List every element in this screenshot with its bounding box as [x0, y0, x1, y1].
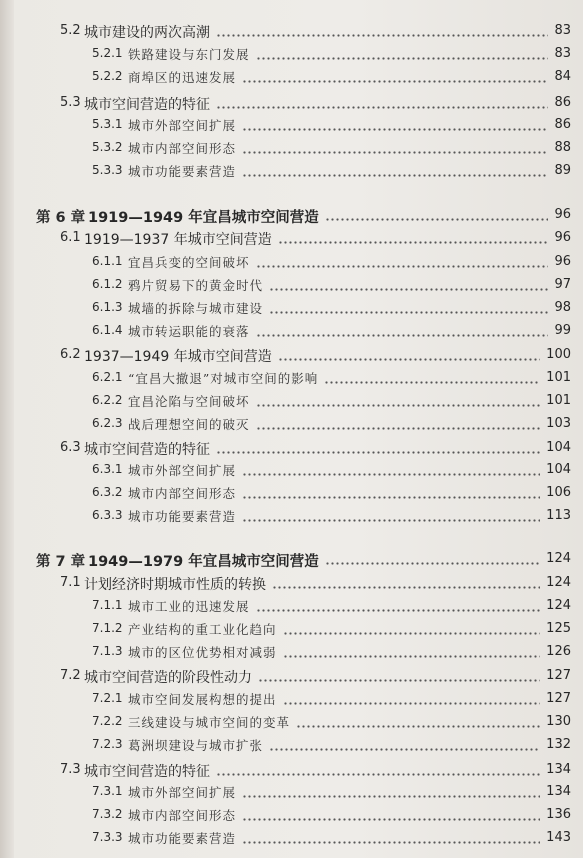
toc-entry [0, 346, 583, 366]
toc-entry [0, 229, 583, 249]
dot-leader [256, 265, 549, 268]
entry-page-number: 124 [546, 551, 571, 566]
entry-page-number: 134 [546, 762, 571, 777]
toc-entry [0, 829, 583, 849]
toc-entry [0, 806, 583, 826]
entry-title: 城市外部空间扩展 [128, 463, 237, 478]
entry-page-number: 86 [554, 95, 571, 110]
entry-number: 7.2.3 [92, 737, 123, 751]
entry-number: 5.2.2 [92, 69, 123, 83]
entry-title: 城市外部空间扩展 [128, 118, 237, 133]
entry-title: 鸦片贸易下的黄金时代 [128, 278, 264, 293]
entry-title: 城市工业的迅速发展 [128, 599, 250, 614]
entry-page-number: 97 [554, 277, 571, 292]
toc-entry [0, 206, 583, 226]
entry-title: 城市空间营造的特征 [84, 442, 210, 458]
entry-title: 城市转运职能的衰落 [128, 324, 250, 339]
dot-leader [242, 519, 540, 522]
toc-entry [0, 68, 583, 88]
dot-leader [242, 151, 548, 154]
entry-title: 城墙的拆除与城市建设 [128, 301, 264, 316]
entry-title: 战后理想空间的破灭 [128, 417, 250, 432]
dot-leader [256, 609, 541, 612]
toc-entry [0, 667, 583, 687]
entry-number: 5.3 [60, 95, 81, 110]
entry-page-number: 96 [554, 254, 571, 269]
entry-title: 城市功能要素营造 [128, 831, 237, 846]
toc-entry [0, 597, 583, 617]
dot-leader [216, 773, 540, 776]
dot-leader [325, 218, 549, 221]
entry-page-number: 132 [546, 737, 571, 752]
entry-number: 6.1.3 [92, 300, 123, 314]
toc-entry [0, 507, 583, 527]
dot-leader [242, 174, 548, 177]
toc-entry [0, 550, 583, 570]
entry-page-number: 99 [554, 323, 571, 338]
toc-entry [0, 322, 583, 342]
entry-page-number: 104 [546, 440, 571, 455]
dot-leader [269, 748, 540, 751]
entry-title: 城市外部空间扩展 [128, 785, 237, 800]
toc-entry [0, 761, 583, 781]
dot-leader [242, 496, 540, 499]
toc-entry [0, 369, 583, 389]
dot-leader [256, 427, 541, 430]
entry-title: 城市功能要素营造 [128, 509, 237, 524]
entry-page-number: 106 [546, 485, 571, 500]
entry-title: 城市功能要素营造 [128, 164, 237, 179]
entry-number: 6.1.4 [92, 323, 123, 337]
entry-page-number: 126 [546, 644, 571, 659]
entry-title: 宜昌兵变的空间破坏 [128, 255, 250, 270]
toc-entry [0, 690, 583, 710]
dot-leader [272, 586, 540, 589]
entry-page-number: 103 [546, 416, 571, 431]
dot-leader [242, 795, 540, 798]
entry-page-number: 124 [546, 575, 571, 590]
entry-page-number: 98 [554, 300, 571, 315]
toc-entry [0, 162, 583, 182]
entry-page-number: 127 [546, 691, 571, 706]
entry-title: 城市空间发展构想的提出 [128, 692, 277, 707]
dot-leader [242, 818, 540, 821]
dot-leader [278, 358, 540, 361]
entry-page-number: 113 [546, 508, 571, 523]
entry-title: 城市空间营造的特征 [84, 97, 210, 113]
dot-leader [324, 381, 540, 384]
entry-page-number: 101 [546, 393, 571, 408]
dot-leader [242, 128, 548, 131]
entry-number: 7.1.2 [92, 621, 123, 635]
entry-number: 6.2.2 [92, 393, 123, 407]
entry-number: 7.2.2 [92, 714, 123, 728]
entry-number: 5.3.1 [92, 117, 123, 131]
toc-entry [0, 94, 583, 114]
dot-leader [216, 34, 548, 37]
dot-leader [242, 841, 540, 844]
entry-number: 7.2 [60, 668, 81, 683]
entry-number: 5.3.3 [92, 163, 123, 177]
entry-page-number: 96 [554, 230, 571, 245]
toc-entry [0, 439, 583, 459]
entry-title: 产业结构的重工业化趋向 [128, 622, 277, 637]
entry-title: 葛洲坝建设与城市扩张 [128, 738, 264, 753]
dot-leader [256, 57, 549, 60]
entry-number: 7.1 [60, 575, 81, 590]
toc-entry [0, 392, 583, 412]
entry-page-number: 88 [554, 140, 571, 155]
toc-entry [0, 713, 583, 733]
entry-number: 6.1.1 [92, 254, 123, 268]
dot-leader [256, 334, 549, 337]
toc-entry [0, 139, 583, 159]
entry-number: 5.3.2 [92, 140, 123, 154]
toc-entry [0, 45, 583, 65]
entry-number: 5.2 [60, 23, 81, 38]
entry-title: 计划经济时期城市性质的转换 [84, 577, 266, 593]
dot-leader [269, 288, 548, 291]
entry-title: 城市空间营造的阶段性动力 [84, 670, 252, 686]
entry-page-number: 124 [546, 598, 571, 613]
entry-number: 7.3.1 [92, 784, 123, 798]
entry-number: 6.2 [60, 347, 81, 362]
entry-title: “宜昌大撤退”对城市空间的影响 [128, 371, 319, 386]
toc-entry [0, 783, 583, 803]
dot-leader [242, 80, 548, 83]
entry-title: 城市内部空间形态 [128, 486, 237, 501]
dot-leader [283, 632, 541, 635]
entry-page-number: 104 [546, 462, 571, 477]
entry-title: 铁路建设与东门发展 [128, 47, 250, 62]
entry-page-number: 101 [546, 370, 571, 385]
dot-leader [216, 106, 548, 109]
toc-entry [0, 643, 583, 663]
toc-entry [0, 253, 583, 273]
toc-entry [0, 116, 583, 136]
entry-title: 1919—1937 年城市空间营造 [84, 232, 272, 248]
entry-page-number: 84 [554, 69, 571, 84]
entry-page-number: 86 [554, 117, 571, 132]
dot-leader [296, 725, 540, 728]
toc-entry [0, 620, 583, 640]
dot-leader [325, 562, 540, 565]
entry-page-number: 125 [546, 621, 571, 636]
entry-number: 7.3 [60, 762, 81, 777]
entry-title: 三线建设与城市空间的变革 [128, 715, 291, 730]
toc-entry [0, 574, 583, 594]
entry-title: 1919—1949 年宜昌城市空间营造 [88, 210, 319, 226]
entry-title: 宜昌沦陷与空间破坏 [128, 394, 250, 409]
toc-entry [0, 276, 583, 296]
dot-leader [216, 451, 540, 454]
entry-title: 1949—1979 年宜昌城市空间营造 [88, 554, 319, 570]
entry-number: 6.1 [60, 230, 81, 245]
entry-number: 第 7 章 [36, 554, 86, 570]
dot-leader [283, 655, 541, 658]
dot-leader [256, 404, 541, 407]
entry-number: 7.3.3 [92, 830, 123, 844]
entry-number: 第 6 章 [36, 210, 86, 226]
entry-number: 7.1.3 [92, 644, 123, 658]
entry-number: 7.2.1 [92, 691, 123, 705]
entry-number: 7.1.1 [92, 598, 123, 612]
entry-page-number: 134 [546, 784, 571, 799]
entry-page-number: 130 [546, 714, 571, 729]
entry-page-number: 100 [546, 347, 571, 362]
entry-title: 1937—1949 年城市空间营造 [84, 349, 272, 365]
entry-number: 6.3.1 [92, 462, 123, 476]
entry-page-number: 83 [554, 23, 571, 38]
dot-leader [278, 241, 549, 244]
entry-page-number: 127 [546, 668, 571, 683]
dot-leader [283, 702, 541, 705]
dot-leader [258, 679, 540, 682]
entry-number: 6.2.1 [92, 370, 123, 384]
entry-number: 6.2.3 [92, 416, 123, 430]
entry-number: 6.3.3 [92, 508, 123, 522]
toc-entry [0, 415, 583, 435]
toc-entry [0, 299, 583, 319]
entry-page-number: 83 [554, 46, 571, 61]
entry-page-number: 96 [554, 207, 571, 222]
entry-title: 城市内部空间形态 [128, 141, 237, 156]
entry-page-number: 136 [546, 807, 571, 822]
entry-number: 6.3.2 [92, 485, 123, 499]
entry-page-number: 89 [554, 163, 571, 178]
entry-number: 6.1.2 [92, 277, 123, 291]
entry-title: 商埠区的迅速发展 [128, 70, 237, 85]
entry-title: 城市的区位优势相对减弱 [128, 645, 277, 660]
toc-entry [0, 461, 583, 481]
toc-entry [0, 736, 583, 756]
entry-number: 6.3 [60, 440, 81, 455]
toc-entry [0, 484, 583, 504]
entry-title: 城市空间营造的特征 [84, 764, 210, 780]
entry-title: 城市建设的两次高潮 [84, 25, 210, 41]
dot-leader [242, 473, 540, 476]
entry-page-number: 143 [546, 830, 571, 845]
entry-number: 7.3.2 [92, 807, 123, 821]
entry-number: 5.2.1 [92, 46, 123, 60]
dot-leader [269, 311, 548, 314]
entry-title: 城市内部空间形态 [128, 808, 237, 823]
toc-entry [0, 22, 583, 42]
